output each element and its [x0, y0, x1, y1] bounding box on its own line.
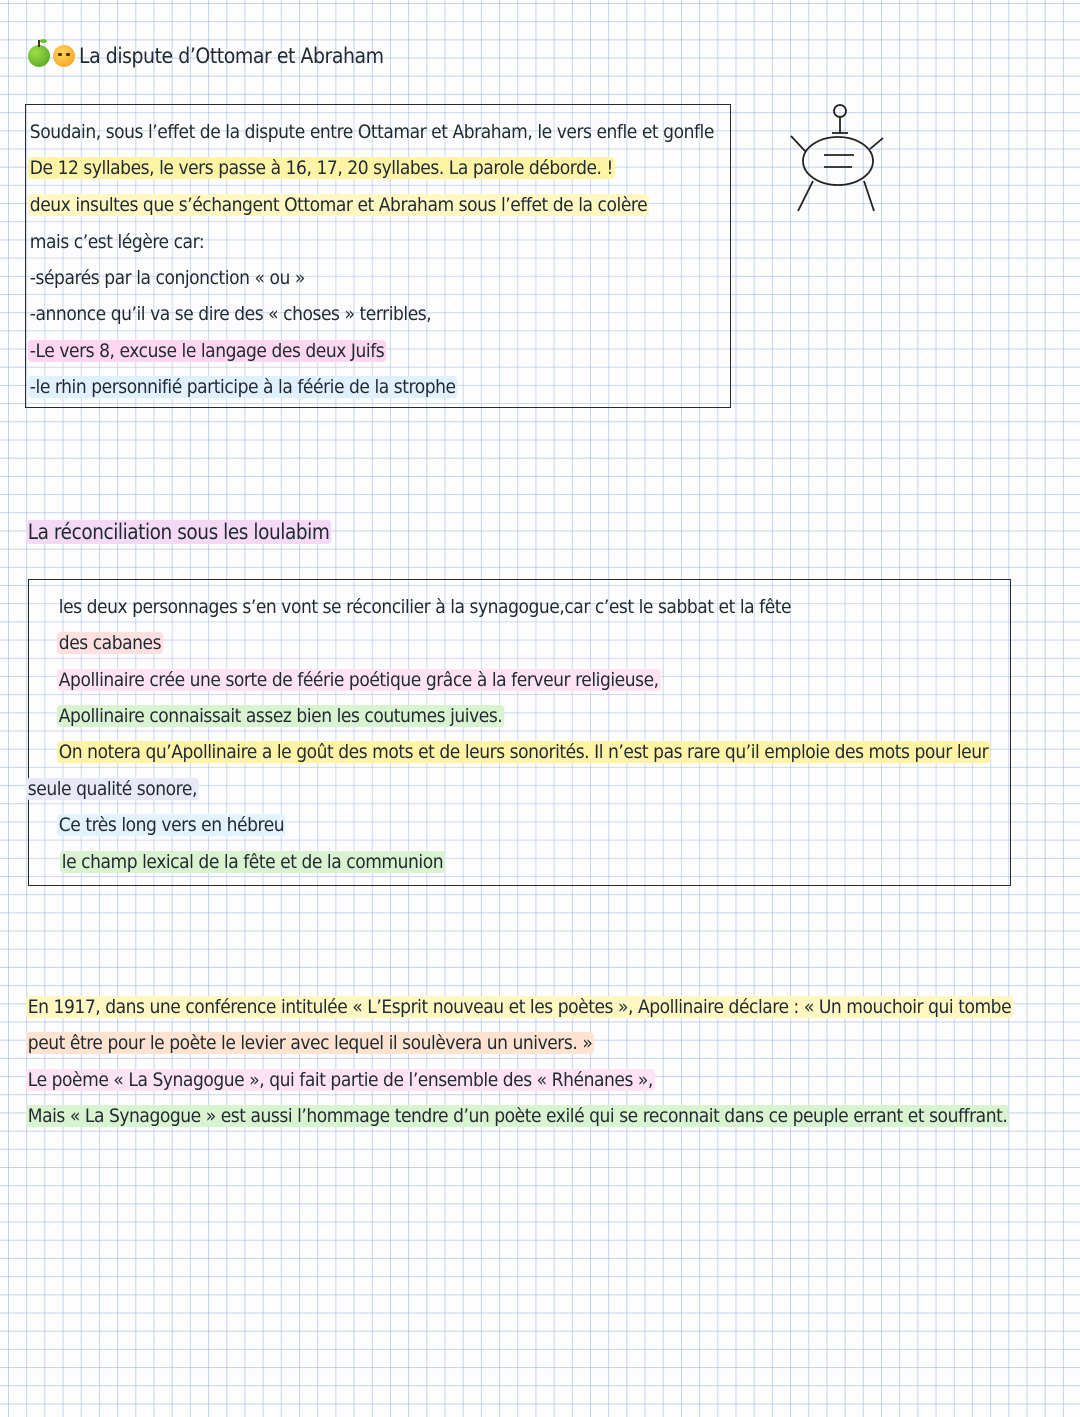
section1-line: De 12 syllabes, le vers passe à 16, 17, 20 syllabes. La parole déborde. !: [29, 157, 613, 179]
section2-line: le champ lexical de la fête et de la communion: [61, 851, 444, 873]
section3-line: Mais « La Synagogue » est aussi l’hommage tendre d’un poète exilé qui se reconnait dans ce peuple errant et souffrant.: [27, 1105, 1008, 1127]
section3-line: peut être pour le poète le levier avec lequel il soulèvera un univers. »: [27, 1032, 593, 1054]
section1-header: [28, 44, 417, 68]
section1-line: deux insultes que s’échangent Ottomar et Abraham sous l’effet de la colère: [29, 194, 648, 216]
section2-line: On notera qu’Apollinaire a le goût des mots et de leurs sonorités. Il n’est pas rare qu’il emploie des mots pour leur: [58, 741, 989, 763]
section2-line: Apollinaire connaissait assez bien les coutumes juives.: [58, 705, 503, 727]
apple-icon: [28, 45, 50, 67]
section1-line: -Le vers 8, excuse le langage des deux Juifs: [29, 340, 385, 362]
stick-figure-doodle: [788, 103, 888, 218]
angry-face-icon: [53, 45, 75, 67]
section1-title: La dispute d’Ottomar et Abraham: [79, 44, 384, 68]
section1-line: mais c’est légère car:: [29, 231, 205, 253]
section3-line: En 1917, dans une conférence intitulée « L’Esprit nouveau et les poètes », Apollinaire déclare : « Un mouchoir qui tombe: [27, 996, 1012, 1018]
section2-box: [28, 579, 1011, 886]
section2-line: Ce très long vers en hébreu: [58, 814, 285, 836]
section1-line: -séparés par la conjonction « ou »: [29, 267, 305, 289]
section1-line: Soudain, sous l’effet de la dispute entre Ottamar et Abraham, le vers enfle et gonfle: [29, 121, 714, 143]
section2-line: les deux personnages s’en vont se réconcilier à la synagogue,car c’est le sabbat et la fête: [58, 596, 792, 618]
section2-line: Apollinaire crée une sorte de féérie poétique grâce à la ferveur religieuse,: [58, 669, 659, 691]
section2-line: seule qualité sonore,: [27, 778, 197, 800]
section2-line: des cabanes: [58, 632, 162, 654]
section1-line: -annonce qu’il va se dire des « choses » terribles,: [29, 303, 432, 325]
section2-title: La réconciliation sous les loulabim: [27, 520, 330, 544]
section3-line: Le poème « La Synagogue », qui fait partie de l’ensemble des « Rhénanes »,: [27, 1069, 653, 1091]
section1-line: -le rhin personnifié participe à la féérie de la strophe: [29, 376, 456, 398]
